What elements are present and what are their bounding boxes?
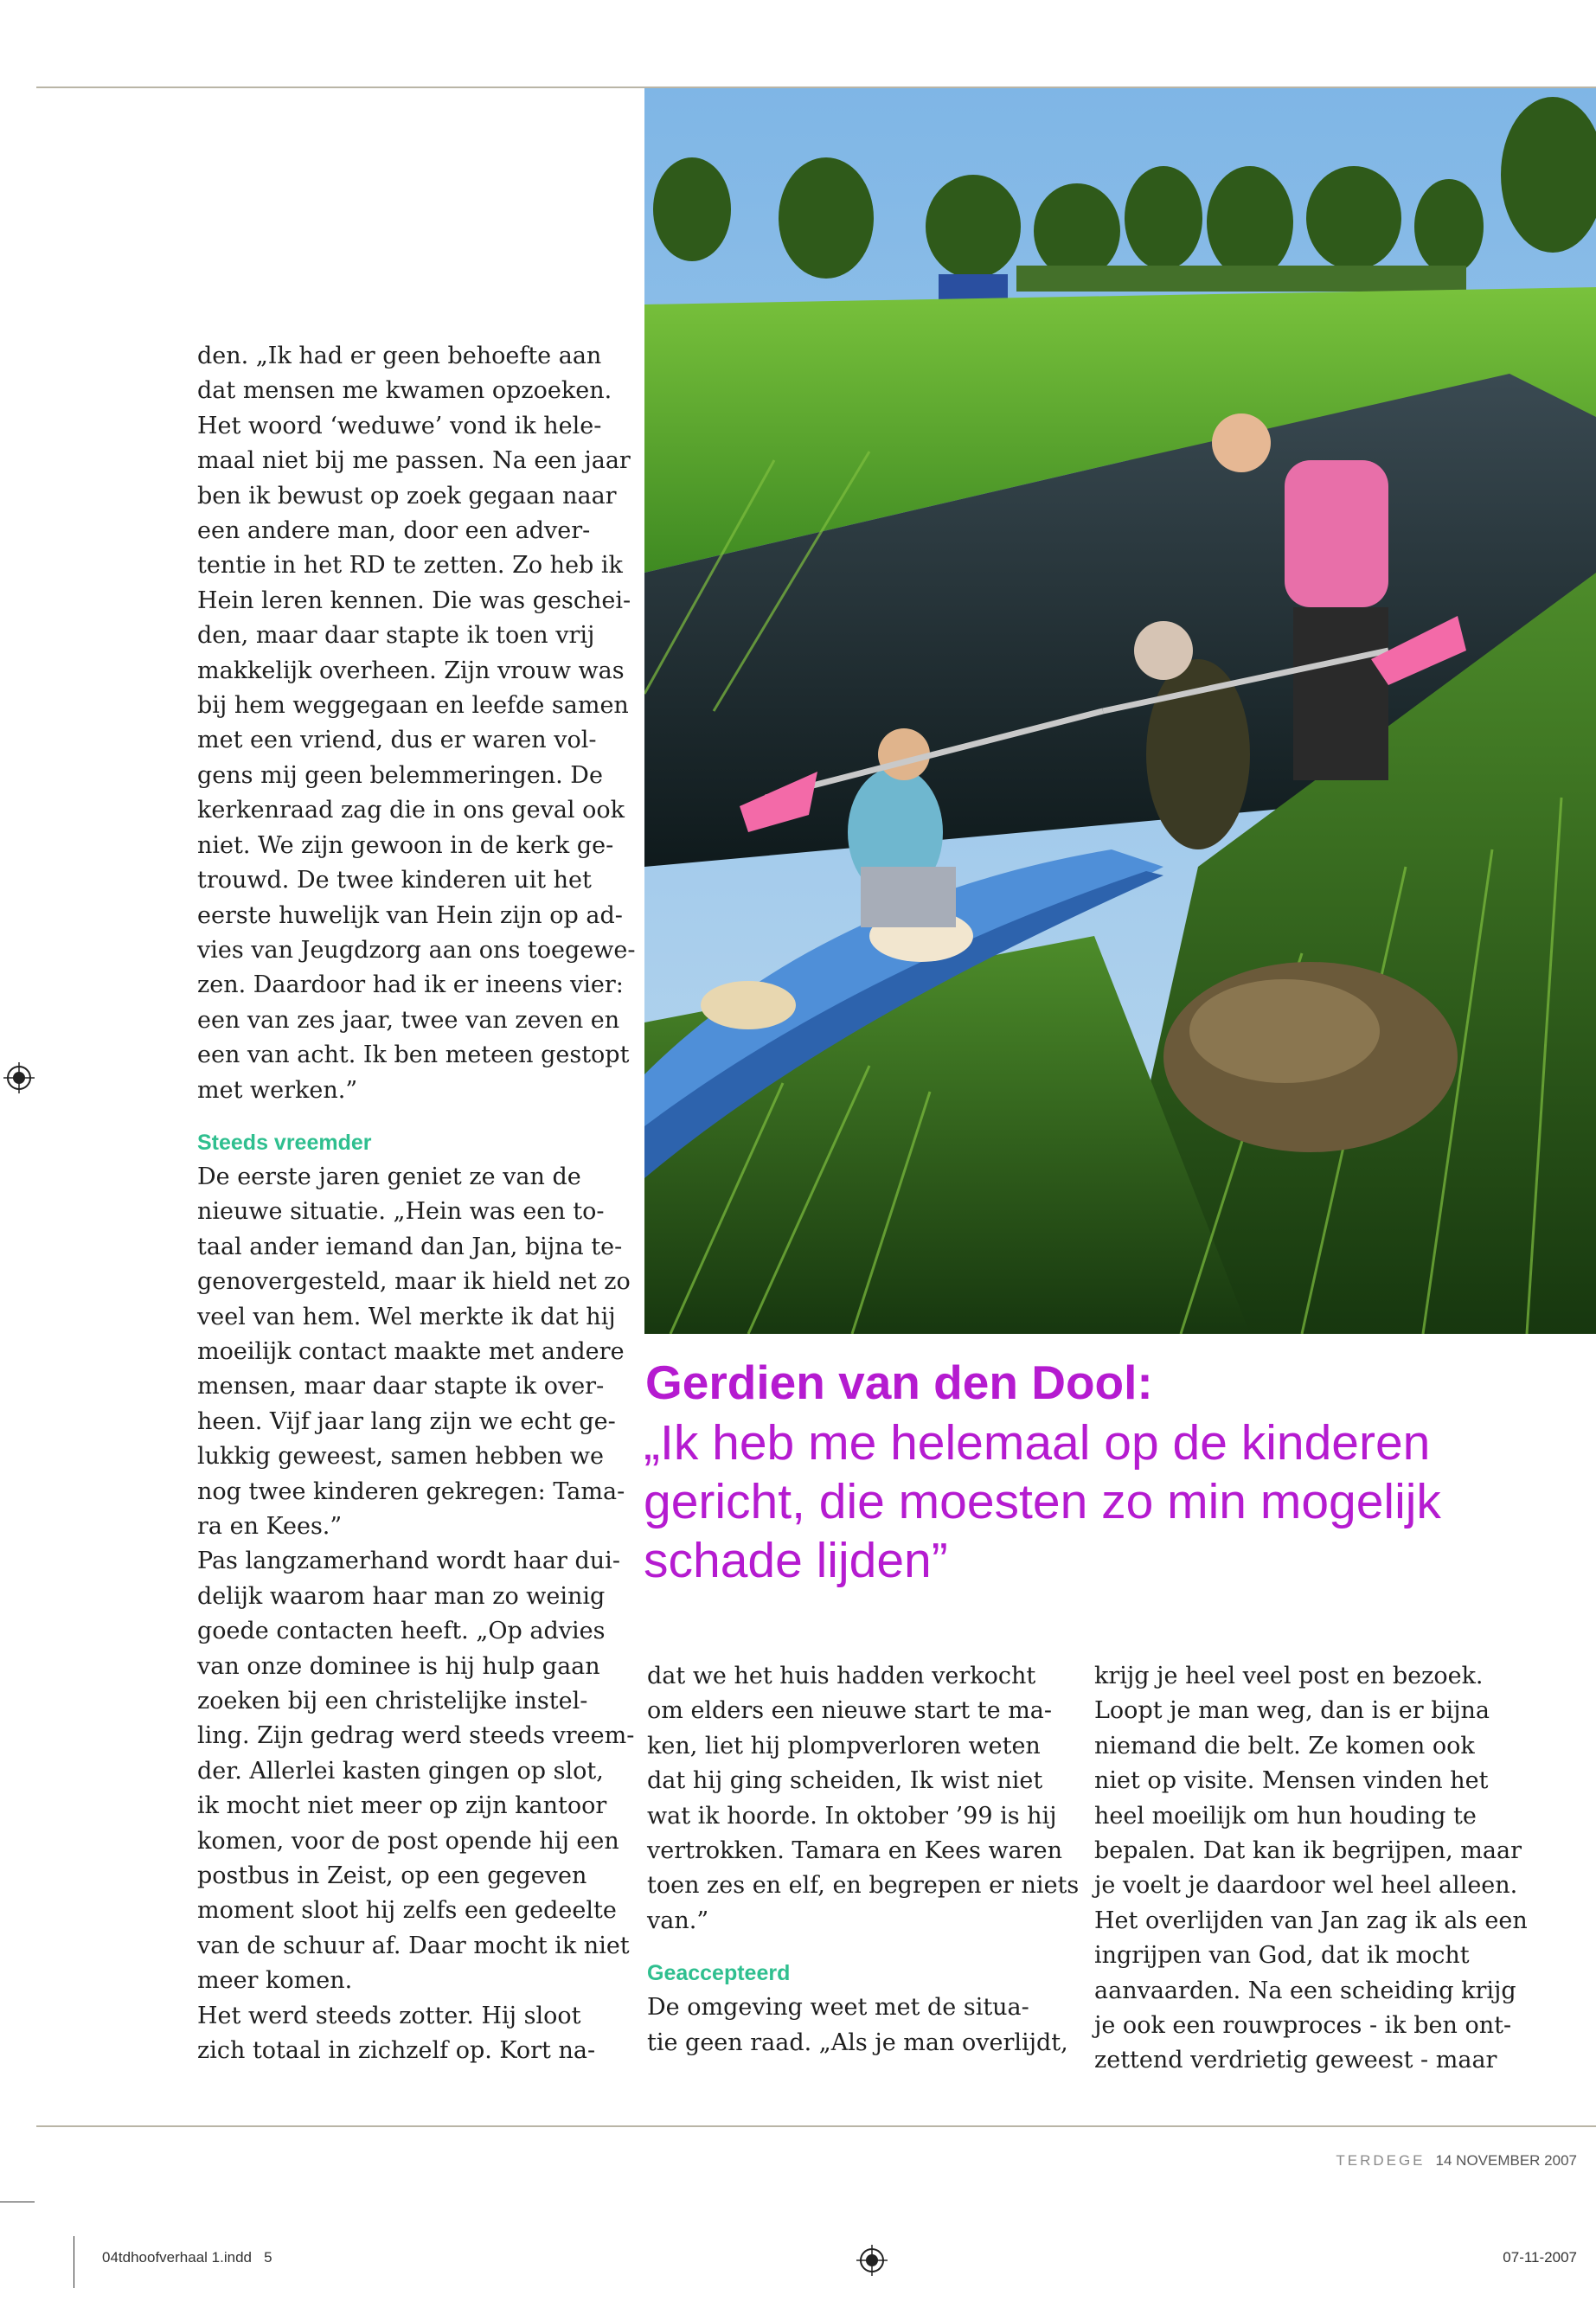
publication-date: 14 NOVEMBER 2007 bbox=[1435, 2152, 1577, 2169]
text-line: Het woord ‘weduwe’ vond ik hele- bbox=[197, 412, 602, 439]
text-line: taal ander iemand dan Jan, bijna te- bbox=[197, 1233, 623, 1260]
text-line: van onze dominee is hij hulp gaan bbox=[197, 1652, 600, 1680]
text-line: vies van Jeugdzorg aan ons toegewe- bbox=[197, 936, 636, 964]
text-line: meer komen. bbox=[197, 1967, 353, 1995]
text-line: bij hem weggegaan en leefde samen bbox=[197, 692, 629, 720]
text-line: je voelt je daardoor wel heel alleen. bbox=[1094, 1872, 1518, 1900]
text-line: der. Allerlei kasten gingen op slot, bbox=[197, 1757, 604, 1785]
text-line: lukkig geweest, samen hebben we bbox=[197, 1443, 604, 1471]
middle-para-2 bbox=[647, 1990, 1071, 2061]
text-line: Het overlijden van Jan zag ik als een bbox=[1094, 1907, 1528, 1934]
bottom-rule bbox=[36, 2125, 1596, 2127]
file-slug: 04tdhoofverhaal 1.indd 5 bbox=[102, 2249, 272, 2266]
pull-quote-line-2: gericht, die moesten zo min mogelijk bbox=[644, 1474, 1441, 1529]
middle-para-1 bbox=[647, 1659, 1080, 1939]
text-line: aanvaarden. Na een scheiding krijg bbox=[1094, 1977, 1516, 2004]
left-para-2 bbox=[197, 1160, 635, 2069]
text-line: niet. We zijn gewoon in de kerk ge- bbox=[197, 831, 614, 859]
text-line: dat we het huis hadden verkocht bbox=[647, 1663, 1036, 1689]
publication-brand: TERDEGE bbox=[1336, 2152, 1426, 2169]
text-line: zoeken bij een christelijke instel- bbox=[197, 1688, 588, 1715]
text-line: komen, voor de post opende hij een bbox=[197, 1827, 619, 1855]
text-line: maal niet bij me passen. Na een jaar bbox=[197, 447, 631, 475]
text-line: een van zes jaar, twee van zeven en bbox=[197, 1006, 620, 1034]
text-line: mensen, maar daar stapte ik over- bbox=[197, 1373, 605, 1400]
text-line: ingrijpen van God, dat ik mocht bbox=[1094, 1942, 1470, 1970]
text-line: tie geen raad. „Als je man overlijdt, bbox=[647, 2029, 1068, 2056]
text-line: makkelijk overheen. Zijn vrouw was bbox=[197, 657, 625, 684]
text-line: een van acht. Ik ben meteen gestopt bbox=[197, 1042, 630, 1069]
text-line: delijk waarom haar man zo weinig bbox=[197, 1582, 606, 1610]
text-line: dat mensen me kwamen opzoeken. bbox=[197, 377, 612, 405]
text-line: veel van hem. Wel merkte ik dat hij bbox=[197, 1303, 616, 1330]
text-line: ik mocht niet meer op zijn kantoor bbox=[197, 1792, 607, 1820]
text-line: vertrokken. Tamara en Kees waren bbox=[647, 1837, 1062, 1865]
text-line: trouwd. De twee kinderen uit het bbox=[197, 867, 592, 894]
text-line: niet op visite. Mensen vinden het bbox=[1094, 1767, 1489, 1795]
registration-mark-left-icon bbox=[3, 1062, 35, 1093]
text-line: niemand die belt. Ze komen ook bbox=[1094, 1732, 1475, 1759]
text-line: ken, liet hij plompverloren weten bbox=[647, 1732, 1041, 1759]
text-line: zich totaal in zichzelf op. Kort na- bbox=[197, 2037, 596, 2065]
pull-quote-line-3: schade lijden” bbox=[644, 1533, 948, 1588]
text-line: den, maar daar stapte ik toen vrij bbox=[197, 622, 595, 650]
right-para-1 bbox=[1094, 1659, 1579, 2079]
text-line: wat ik hoorde. In oktober ’99 is hij bbox=[647, 1802, 1057, 1830]
text-line: den. „Ik had er geen behoefte aan bbox=[197, 343, 602, 369]
text-line: van de schuur af. Daar mocht ik niet bbox=[197, 1932, 630, 1959]
print-date: 07-11-2007 bbox=[1503, 2249, 1577, 2266]
text-line: krijg je heel veel post en bezoek. bbox=[1094, 1663, 1484, 1689]
text-line: toen zes en elf, en begrepen er niets bbox=[647, 1872, 1080, 1900]
pull-quote-line-1: „Ik heb me helemaal op de kinderen bbox=[644, 1415, 1431, 1471]
text-line: ling. Zijn gedrag werd steeds vreem- bbox=[197, 1722, 635, 1750]
text-line: met een vriend, dus er waren vol- bbox=[197, 727, 597, 754]
text-line: tentie in het RD te zetten. Zo heb ik bbox=[197, 552, 623, 580]
text-line: om elders een nieuwe start te ma- bbox=[647, 1697, 1053, 1725]
publication-footer bbox=[1336, 2152, 1577, 2170]
text-line: zettend verdrietig geweest - maar bbox=[1094, 2047, 1497, 2074]
text-line: bepalen. Dat kan ik begrijpen, maar bbox=[1094, 1837, 1522, 1865]
text-line: Pas langzamerhand wordt haar dui- bbox=[197, 1548, 620, 1575]
text-line: De omgeving weet met de situa- bbox=[647, 1994, 1029, 2022]
pull-quote bbox=[644, 1413, 1441, 1590]
text-line: nog twee kinderen gekregen: Tama- bbox=[197, 1477, 625, 1505]
text-line: een andere man, door een adver- bbox=[197, 517, 591, 545]
kayak-photo bbox=[644, 88, 1596, 1334]
subhead-steeds-vreemder: Steeds vreemder bbox=[197, 1130, 372, 1155]
left-para-1 bbox=[197, 339, 636, 1108]
text-line: Hein leren kennen. Die was geschei- bbox=[197, 586, 631, 614]
text-line: dat hij ging scheiden, Ik wist niet bbox=[647, 1767, 1043, 1795]
text-line: Het werd steeds zotter. Hij sloot bbox=[197, 2002, 581, 2029]
text-line: ben ik bewust op zoek gegaan naar bbox=[197, 482, 617, 510]
text-line: heel moeilijk om hun houding te bbox=[1094, 1802, 1477, 1830]
text-line: moeilijk contact maakte met andere bbox=[197, 1337, 625, 1365]
text-line: je ook een rouwproces - ik ben ont- bbox=[1094, 2012, 1512, 2040]
text-line: De eerste jaren geniet ze van de bbox=[197, 1163, 581, 1190]
text-line: genovergesteld, maar ik hield net zo bbox=[197, 1268, 631, 1296]
text-line: kerkenraad zag die in ons geval ook bbox=[197, 797, 625, 824]
text-line: Loopt je man weg, dan is er bijna bbox=[1094, 1697, 1490, 1725]
text-line: ra en Kees.” bbox=[197, 1513, 343, 1540]
text-line: moment sloot hij zelfs een gedeelte bbox=[197, 1897, 617, 1925]
text-line: eerste huwelijk van Hein zijn op ad- bbox=[197, 901, 623, 929]
text-line: goede contacten heeft. „Op advies bbox=[197, 1618, 606, 1645]
text-line: heen. Vijf jaar lang zijn we echt ge- bbox=[197, 1407, 616, 1435]
text-line: nieuwe situatie. „Hein was een to- bbox=[197, 1198, 605, 1226]
right-column bbox=[1094, 1659, 1579, 2079]
text-line: met werken.” bbox=[197, 1076, 358, 1104]
text-line: van.” bbox=[647, 1907, 709, 1934]
text-line: postbus in Zeist, op een gegeven bbox=[197, 1862, 587, 1890]
text-line: gens mij geen belemmeringen. De bbox=[197, 761, 603, 789]
headline-name: Gerdien van den Dool: bbox=[645, 1356, 1153, 1409]
text-line: zen. Daardoor had ik er ineens vier: bbox=[197, 971, 624, 999]
registration-mark-bottom-icon bbox=[856, 2245, 888, 2276]
middle-column bbox=[647, 1659, 1080, 2061]
subhead-geaccepteerd: Geaccepteerd bbox=[647, 1961, 791, 1986]
left-column bbox=[197, 339, 636, 2069]
